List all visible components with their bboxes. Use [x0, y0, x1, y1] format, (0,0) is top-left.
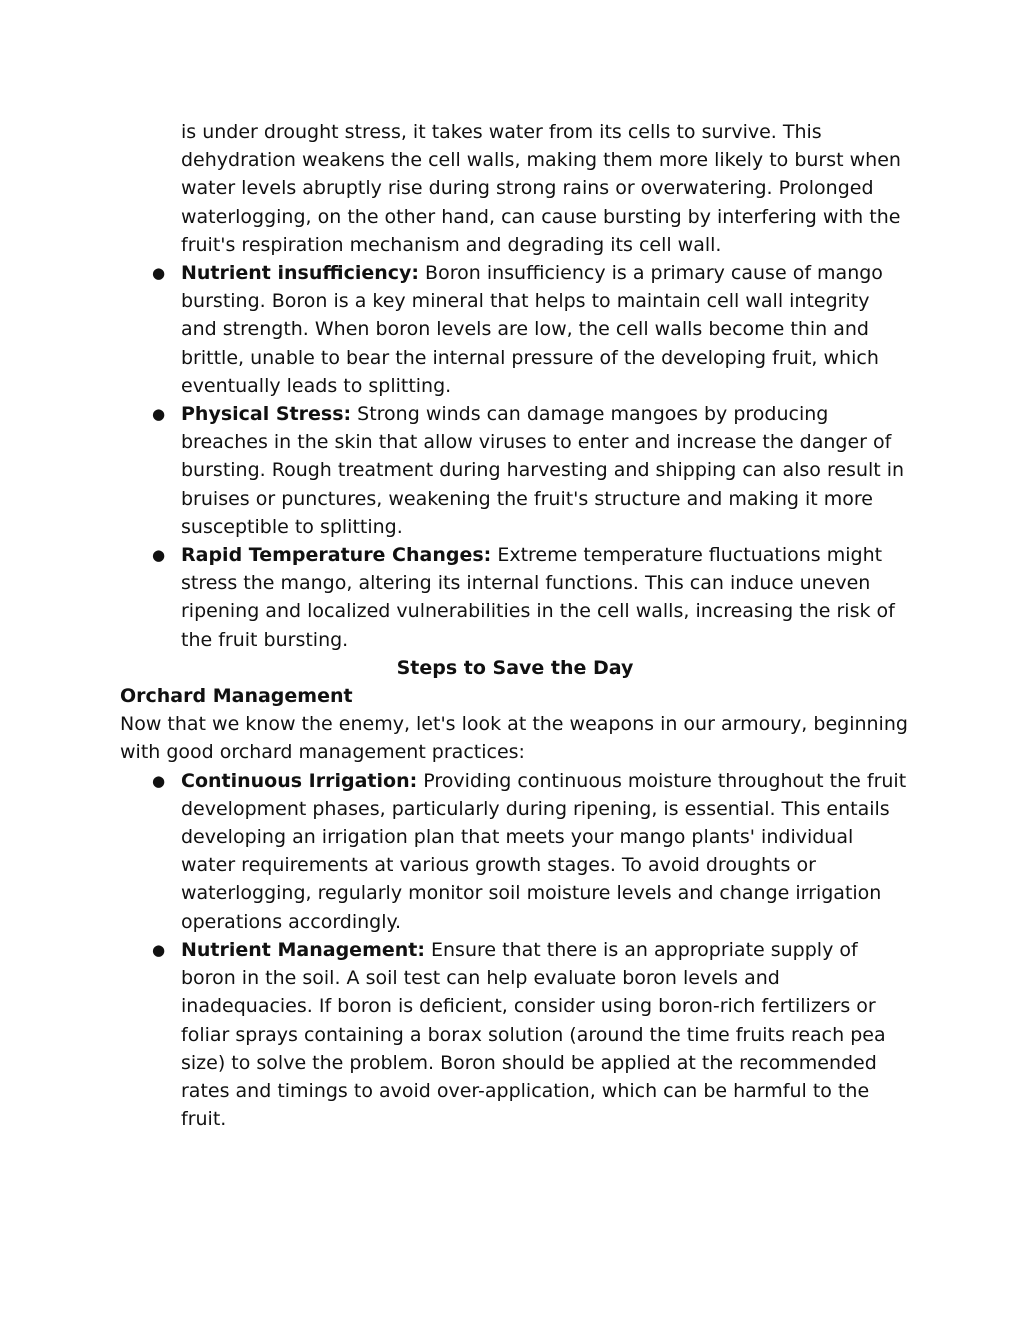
item-term: Physical Stress: — [181, 403, 352, 426]
list-item-continuous-irrigation — [120, 767, 910, 936]
item-text: Providing continuous moisture throughout the fruit development phases, particularly during ripening, is essential. This entails developing an irrigation plan that meets your mango plants' individual water requirements at various growth stages. To avoid droughts or waterlogging, regularly monitor soil moisture levels and change irrigation operations accordingly. — [181, 769, 907, 933]
document-page — [120, 118, 910, 1133]
list-item-physical-stress — [120, 400, 910, 541]
section-heading: Steps to Save the Day — [396, 656, 634, 679]
item-text: Extreme temperature fluctuations might stress the mango, altering its internal functions. This can induce uneven ripening and localized vulnerabilities in the cell walls, increasing the risk of the fruit bursting. — [181, 544, 895, 651]
intro-paragraph: Now that we know the enemy, let's look at the weapons in our armoury, beginning with good orchard management practices: — [120, 713, 908, 764]
bullet-icon: ● — [152, 771, 166, 790]
bullet-icon: ● — [152, 264, 166, 283]
item-term: Continuous Irrigation: — [181, 769, 418, 792]
bullet-icon: ● — [152, 405, 166, 424]
bullet-icon: ● — [152, 546, 166, 565]
item-term: Rapid Temperature Changes: — [181, 544, 492, 567]
causes-list — [120, 118, 910, 654]
bullet-icon: ● — [152, 940, 166, 959]
continuation-text: is under drought stress, it takes water from its cells to survive. This dehydration weakens the cell walls, making them more likely to burst when water levels abruptly rise during strong rains or overwatering. Prolonged waterlogging, on the other hand, can cause bursting by interfering with the fruit's respiration mechanism and degrading its cell wall. — [181, 121, 901, 256]
item-term: Nutrient insufficiency: — [181, 262, 420, 285]
management-list — [120, 767, 910, 1134]
item-text: Ensure that there is an appropriate supply of boron in the soil. A soil test can help evaluate boron levels and inadequacies. If boron is deficient, consider using boron-rich fertilizers or foliar sprays containing a borax solution (around the time fruits reach pea size) to solve the problem. Boron should be applied at the recommended rates and timings to avoid over-application, which can be harmful to the fruit. — [181, 938, 886, 1131]
sub-heading: Orchard Management — [120, 685, 353, 708]
list-item-nutrient-insufficiency — [120, 259, 910, 400]
list-item-nutrient-management — [120, 936, 910, 1133]
list-item-continuation — [120, 118, 910, 259]
item-text: Boron insufficiency is a primary cause of mango bursting. Boron is a key mineral that helps to maintain cell wall integrity and strength. When boron levels are low, the cell walls become thin and brittle, unable to bear the internal pressure of the developing fruit, which eventually leads to splitting. — [181, 262, 883, 397]
item-text: Strong winds can damage mangoes by producing breaches in the skin that allow viruses to enter and increase the danger of bursting. Rough treatment during harvesting and shipping can also result in bruises or punctures, weakening the fruit's structure and making it more susceptible to splitting. — [181, 403, 905, 538]
list-item-rapid-temperature-changes — [120, 541, 910, 654]
item-term: Nutrient Management: — [181, 938, 425, 961]
